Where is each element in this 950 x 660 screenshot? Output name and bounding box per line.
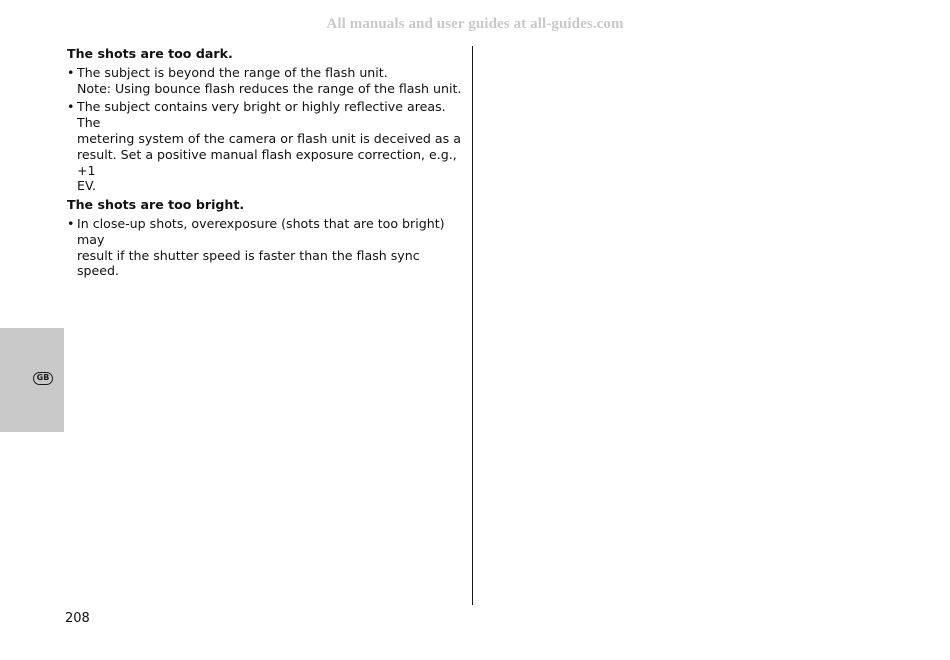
list-item-line: The subject contains very bright or highly reflective areas. The	[77, 99, 446, 131]
list-item-line: result. Set a positive manual flash exposure correction, e.g., +1	[77, 146, 457, 178]
language-side-tab	[0, 328, 64, 432]
heading-too-dark: The shots are too dark.	[67, 46, 233, 61]
bullet-icon: •	[67, 99, 75, 115]
list-item-line: In close-up shots, overexposure (shots that are too bright) may	[77, 215, 445, 247]
list-item	[67, 216, 462, 279]
list-item	[67, 99, 462, 194]
heading-too-bright: The shots are too bright.	[67, 197, 245, 213]
column-divider	[472, 46, 473, 605]
list-item-line: result if the shutter speed is faster than the flash sync speed.	[77, 247, 420, 279]
gb-language-icon: GB	[33, 372, 53, 385]
watermark-text: All manuals and user guides at all-guides.com	[326, 16, 624, 32]
too-bright-list	[67, 216, 462, 279]
list-item-line: EV.	[77, 178, 96, 194]
bullet-icon: •	[67, 215, 75, 231]
list-item-line: metering system of the camera or flash unit is deceived as a	[77, 130, 461, 146]
list-item-line: Note: Using bounce flash reduces the range of the flash unit.	[77, 80, 462, 96]
page-number: 208	[65, 611, 90, 626]
left-column	[67, 46, 462, 282]
list-item-line: The subject is beyond the range of the flash unit.	[77, 64, 388, 80]
bullet-icon: •	[67, 64, 75, 80]
list-item	[67, 65, 462, 97]
too-dark-list	[67, 65, 462, 194]
